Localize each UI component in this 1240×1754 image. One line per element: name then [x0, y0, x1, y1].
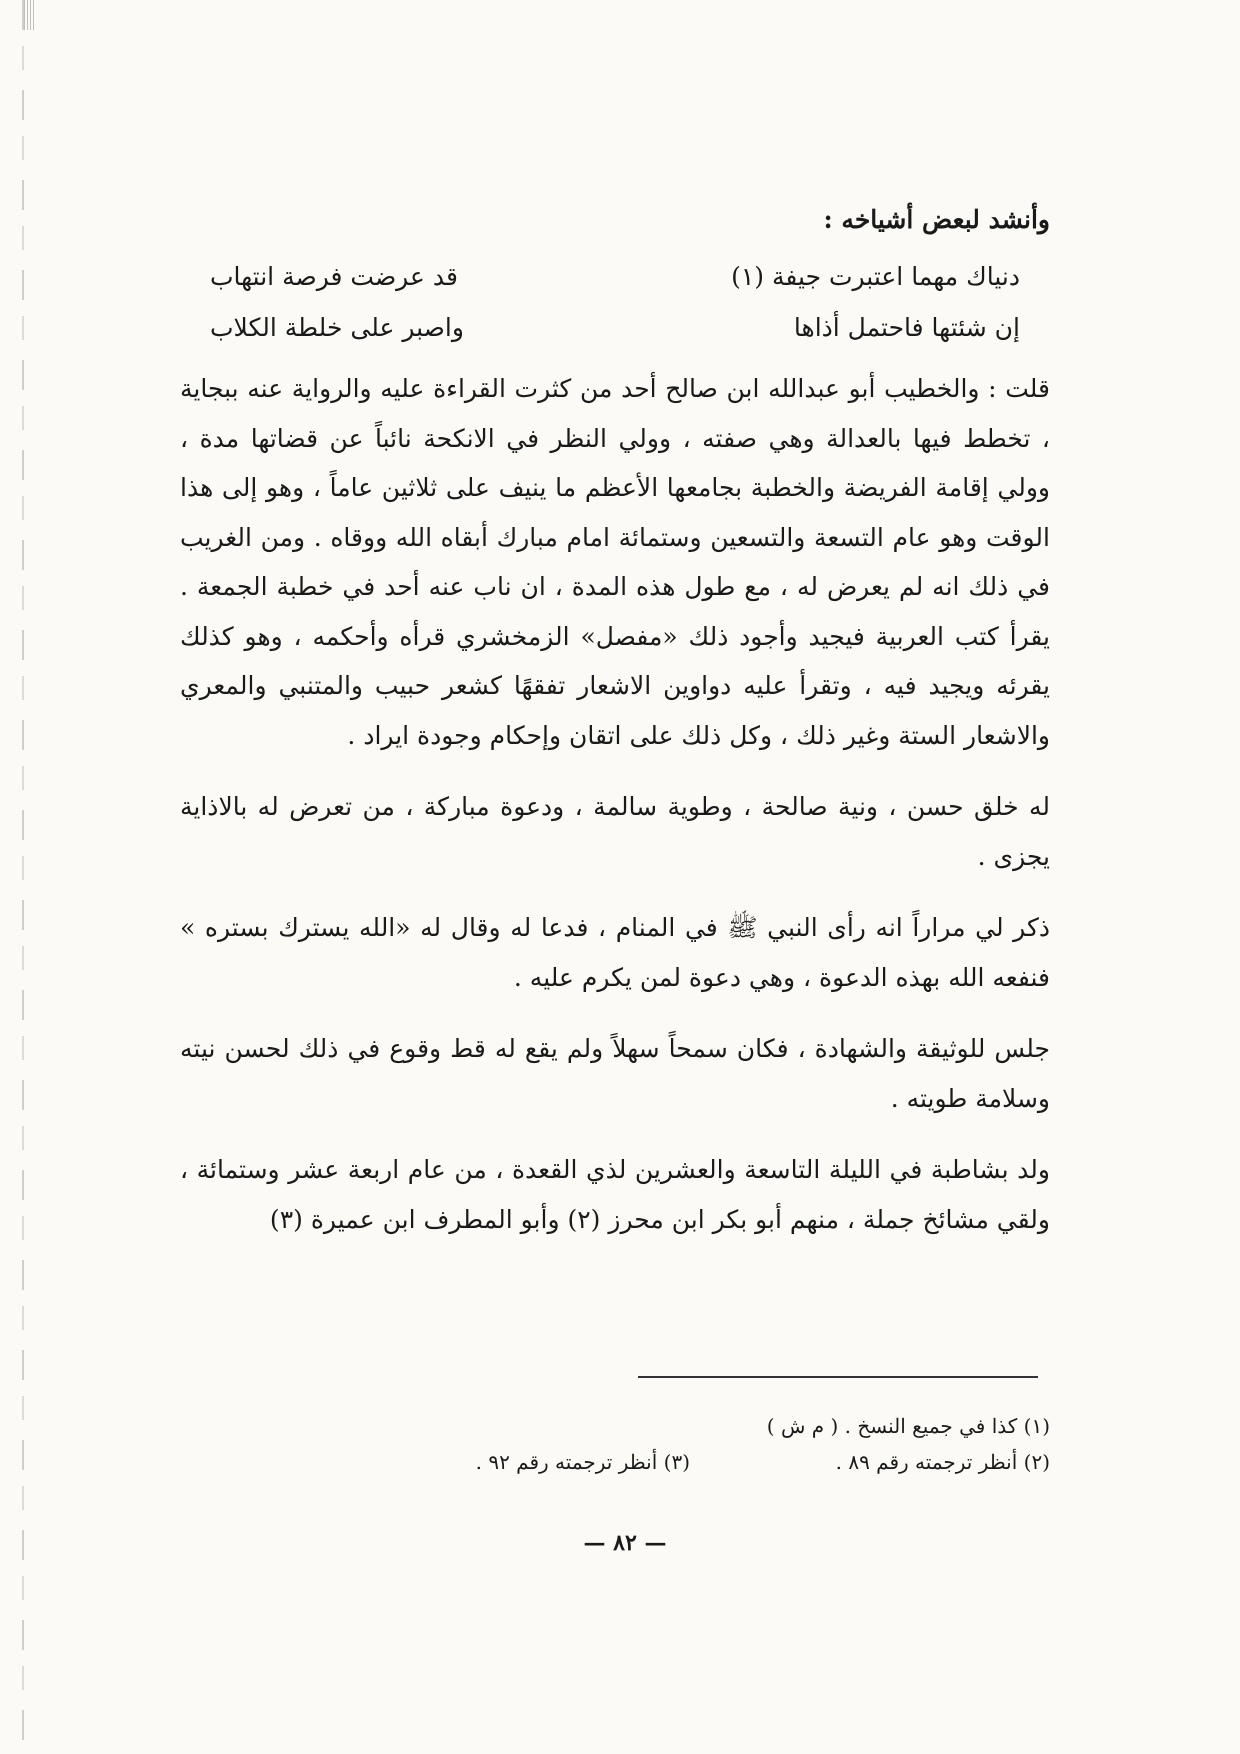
footnote-1: (١) كذا في جميع النسخ . ( م ش ) — [766, 1414, 1050, 1438]
paragraph-biography: قلت : والخطيب أبو عبدالله ابن صالح أحد من كثرت القراءة عليه والرواية عنه ببجاية ، تخطط فيها بالعدالة وهي صفته ، وولي النظر في الانكحة نائباً عن قضاتها مدة ، وولي إقامة الفريضة والخطبة بجامعها الأعظم ما ينيف على ثلاثين عاماً ، وهو إلى هذا الوقت وهو عام التسعة والتسعين وستمائة امام مبارك أبقاه الله ووقاه . ومن الغريب في ذلك انه لم يعرض له ، مع طول هذه المدة ، ان ناب عنه أحد في خطبة الجمعة . يقرأ كتب العربية فيجيد وأجود ذلك «مفصل» الزمخشري قرأه وأحكمه ، وهو كذلك يقرئه ويجيد فيه ، وتقرأ عليه دواوين الاشعار تفقهًا كشعر حبيب والمتنبي والمعري والاشعار الستة وغير ذلك ، وكل ذلك على اتقان وإحكام وجودة ايراد . — [180, 374, 1050, 750]
footnote-line-2 — [330, 1444, 1050, 1480]
footnotes — [330, 1408, 1050, 1480]
footnote-3: (٣) أنظر ترجمته رقم ٩٢ . — [475, 1450, 690, 1474]
paragraph-birth: ولد بشاطبة في الليلة التاسعة والعشرين لذي القعدة ، من عام اربعة عشر وستمائة ، ولقي مشائخ جملة ، منهم أبو بكر ابن محرز (٢) وأبو المطرف ابن عميرة (٣) — [180, 1155, 1050, 1234]
intro-line: وأنشد لبعض أشياخه : — [823, 205, 1050, 234]
verse-2-second-hemistich: واصبر على خلطة الكلاب — [210, 313, 464, 342]
paragraph-dream: ذكر لي مراراً انه رأى النبي ﷺ في المنام ، فدعا له وقال له «الله يسترك بستره » فنفعه الله بهذه الدعوة ، وهي دعوة لمن يكرم عليه . — [180, 913, 1050, 992]
paragraph-character: له خلق حسن ، ونية صالحة ، وطوية سالمة ، ودعوة مباركة ، من تعرض له بالاذاية يجزى . — [180, 792, 1050, 871]
verse-2-first-hemistich: إن شئتها فاحتمل أذاها — [793, 313, 1020, 342]
footnote-divider — [638, 1376, 1038, 1378]
footnote-2: (٢) أنظر ترجمته رقم ٨٩ . — [835, 1450, 1050, 1474]
verse-1-first-hemistich: دنياك مهما اعتبرت جيفة (١) — [731, 262, 1020, 291]
verse-1-second-hemistich: قد عرضت فرصة انتهاب — [210, 262, 458, 291]
footnote-line-1 — [330, 1408, 1050, 1444]
paragraph-witness: جلس للوثيقة والشهادة ، فكان سمحاً سهلاً ولم يقع له قط وقوع في ذلك لحسن نيته وسلامة طويته . — [180, 1034, 1050, 1113]
page-body — [180, 205, 1050, 1266]
verse-line-1 — [210, 262, 1020, 291]
scan-binding-edge — [22, 0, 24, 1754]
page-number: — ٨٢ — — [583, 1530, 667, 1556]
verse-line-2 — [210, 313, 1020, 342]
scan-corner-artifact — [24, 0, 34, 30]
